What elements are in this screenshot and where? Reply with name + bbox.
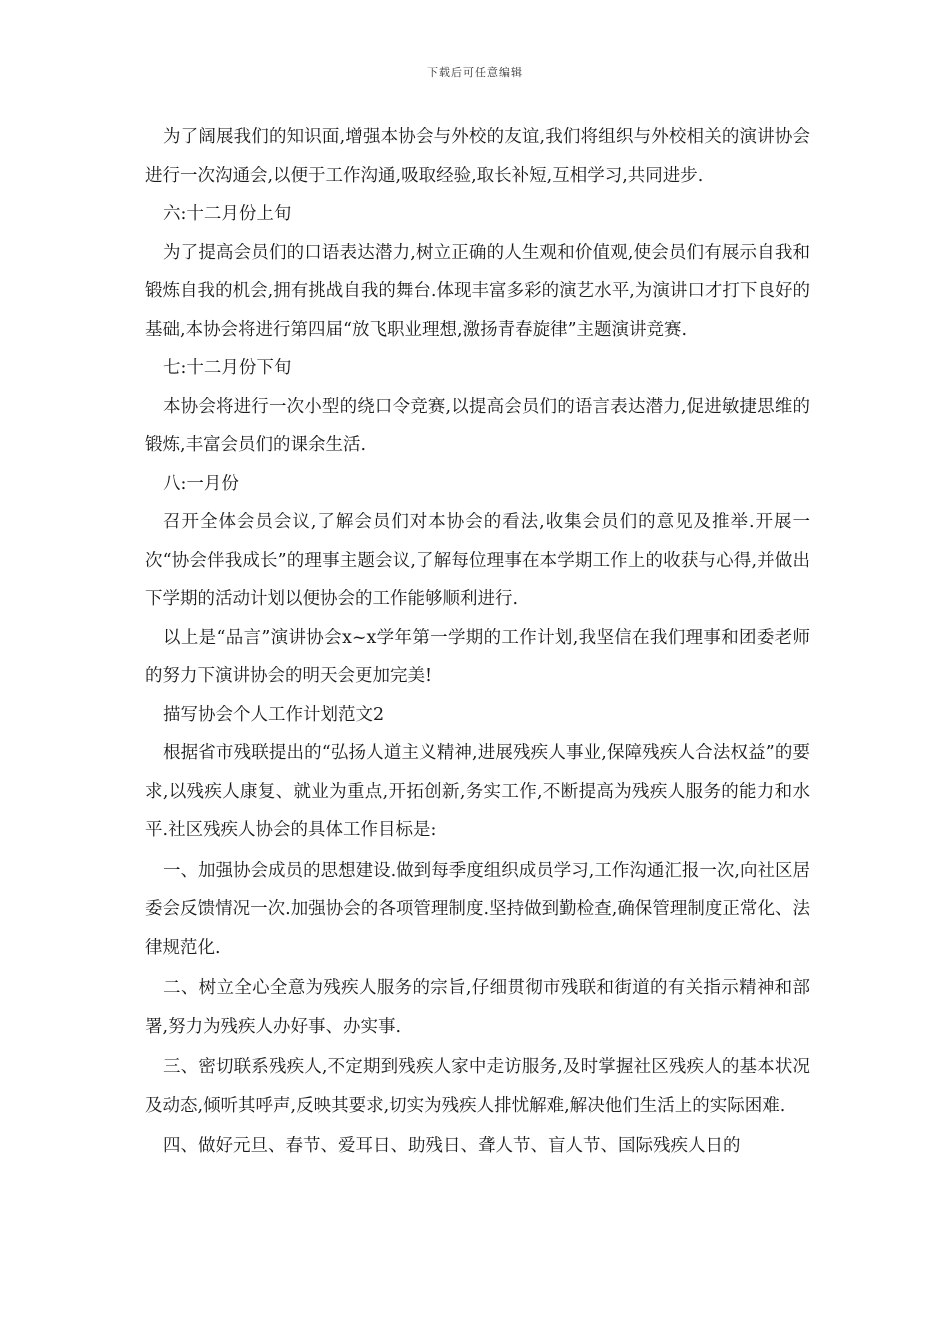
- paragraph-tongue-twister: 本协会将进行一次小型的绕口令竞赛,以提高会员们的语言表达潜力,促进敏捷思维的锻炼,丰富会员们的课余生活.: [145, 396, 810, 455]
- section-heading-december-early: 六:十二月份上旬: [163, 204, 292, 224]
- paragraph-goal-1: 一、加强协会成员的思想建设.做到每季度组织成员学习,工作沟通汇报一次,向社区居委会反馈情况一次.加强协会的各项管理制度.坚持做到勤检查,确保管理制度正常化、法律规范化.: [145, 860, 810, 958]
- document-subtitle: 描写协会个人工作计划范文2: [163, 704, 385, 725]
- paragraph-speech-contest: 为了提高会员们的口语表达潜力,树立正确的人生观和价值观,使会员们有展示自我和锻炼自我的机会,拥有挑战自我的舞台.体现丰富多彩的演艺水平,为演讲口才打下良好的基础,本协会将进行第四届“放飞职业理想,激扬青春旋律”主题演讲竞赛.: [145, 242, 810, 340]
- document-body: [145, 118, 810, 1166]
- paragraph-conclusion: 以上是“品言”演讲协会x~x学年第一学期的工作计划,我坚信在我们理事和团委老师的努力下演讲协会的明天会更加完美!: [145, 627, 810, 686]
- paragraph-member-meeting: 召开全体会员会议,了解会员们对本协会的看法,收集会员们的意见及推举.开展一次“协会伴我成长”的理事主题会议,了解每位理事在本学期工作上的收获与心得,并做出下学期的活动计划以便协会的工作能够顺利进行.: [145, 512, 810, 609]
- section-heading-january: 八:一月份: [163, 473, 239, 494]
- paragraph-goals-intro: 根据省市残联提出的“弘扬人道主义精神,进展残疾人事业,保障残疾人合法权益”的要求,以残疾人康复、就业为重点,开拓创新,务实工作,不断提高为残疾人服务的能力和水平.社区残疾人协会的具体工作目标是:: [145, 743, 810, 840]
- section-heading-december-late: 七:十二月份下旬: [163, 358, 292, 378]
- paragraph-goal-2: 二、树立全心全意为残疾人服务的宗旨,仔细贯彻市残联和街道的有关指示精神和部署,努力为残疾人办好事、办实事.: [145, 978, 810, 1037]
- paragraph-goal-3: 三、密切联系残疾人,不定期到残疾人家中走访服务,及时掌握社区残疾人的基本状况及动态,倾听其呼声,反映其要求,切实为残疾人排忧解难,解决他们生活上的实际困难.: [145, 1057, 810, 1116]
- paragraph-goal-4: 四、做好元旦、春节、爱耳日、助残日、聋人节、盲人节、国际残疾人日的: [163, 1136, 741, 1156]
- paragraph-exchange-meeting: 为了阔展我们的知识面,增强本协会与外校的友谊,我们将组织与外校相关的演讲协会进行一次沟通会,以便于工作沟通,吸取经验,取长补短,互相学习,共同进步.: [145, 127, 810, 186]
- page-header-note: 下载后可任意编辑: [427, 66, 523, 79]
